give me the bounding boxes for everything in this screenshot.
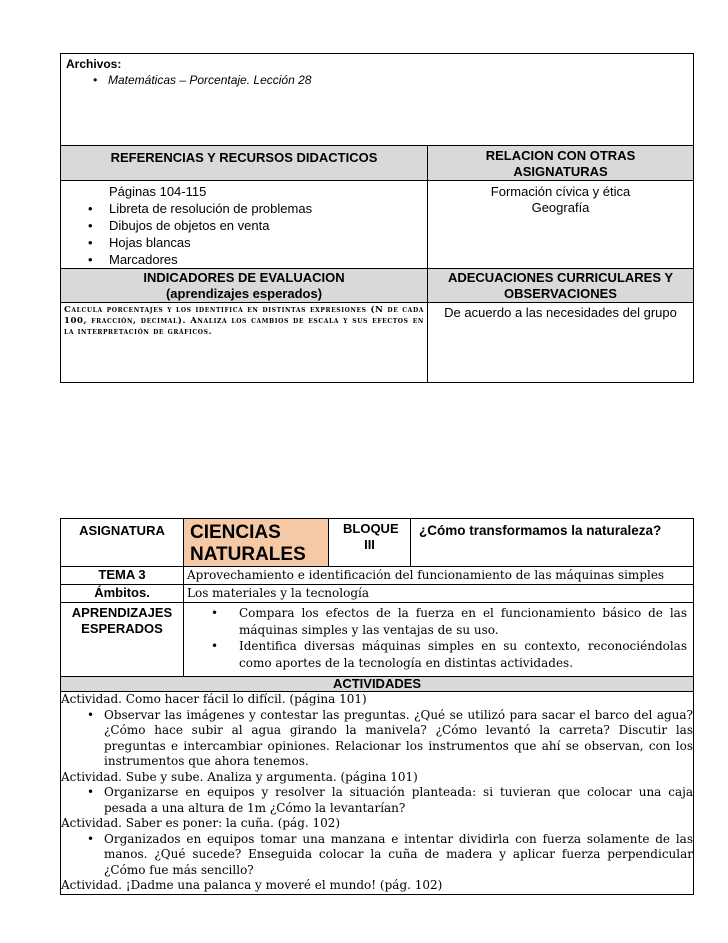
archivos-item-text: Matemáticas – Porcentaje. Lección 28 bbox=[108, 73, 312, 87]
actividad-item: • Organizados en equipos tomar una manzana e intentar dividirla con fuerza solamente de las manos. ¿Qué sucede? Enseguida colocar la cuña de madera y aplicar fuerza perpendicular ¿Cómo fue más sencillo? bbox=[61, 832, 693, 879]
indicadores-header-2: (aprendizajes esperados) bbox=[165, 286, 323, 301]
asignatura-label-cell bbox=[61, 519, 184, 567]
planning-table-top bbox=[60, 53, 694, 383]
asignatura-value: CIENCIAS NATURALES bbox=[190, 522, 306, 565]
actividades-header bbox=[61, 677, 694, 692]
bloque-cell bbox=[329, 519, 411, 567]
aprendizaje-item bbox=[184, 638, 687, 671]
tema-value-cell bbox=[184, 567, 694, 585]
tema-label-cell bbox=[61, 567, 184, 585]
actividades-header-text: ACTIVIDADES bbox=[332, 676, 422, 691]
asignatura-value-cell bbox=[184, 519, 329, 567]
relacion-cell bbox=[428, 181, 694, 269]
aprendizaje-text: Identifica diversas máquinas simples en su contexto, reconociéndolas como aportes de la tecnología en distintas actividades. bbox=[239, 639, 687, 670]
adecuaciones-text: De acuerdo a las necesidades del grupo bbox=[444, 305, 677, 320]
referencias-cell bbox=[61, 181, 428, 269]
referencias-first: Páginas 104-115 bbox=[109, 184, 207, 199]
relacion-item: Geografía bbox=[531, 200, 590, 215]
referencias-list bbox=[61, 200, 427, 268]
relacion-header-text: RELACION CON OTRAS ASIGNATURAS bbox=[485, 148, 636, 179]
actividad-item: • Organizarse en equipos y resolver la situación planteada: si tuvieran que colocar una caja pesada a una altura de 1m ¿Cómo la levantarían? bbox=[61, 785, 693, 816]
archivos-label: Archivos: bbox=[66, 57, 122, 71]
referencias-item: • Libreta de resolución de problemas bbox=[61, 200, 427, 217]
aprendizajes-list bbox=[184, 605, 687, 671]
aprendizaje-item bbox=[184, 605, 687, 638]
question-cell bbox=[411, 519, 694, 567]
relacion-header bbox=[428, 146, 694, 181]
actividad-item: • Observar las imágenes y contestar las preguntas. ¿Qué se utilizó para sacar el barco del agua? ¿Cómo hace subir al agua girando la manivela? ¿Cómo levantó la carreta? Discutir las preguntas e intercambiar opiniones. Relacionar los instrumentos que ahí se observan, con los instrumentos que ahora tenemos. bbox=[61, 708, 693, 770]
bloque-question: ¿Cómo transformamos la naturaleza? bbox=[419, 523, 662, 538]
referencias-item: • Marcadores bbox=[61, 251, 427, 268]
relacion-item: Formación cívica y ética bbox=[490, 184, 631, 199]
ambitos-value-cell bbox=[184, 585, 694, 603]
aprendizajes-label-cell bbox=[61, 603, 184, 677]
actividad-title: Actividad. Sube y sube. Analiza y argumenta. (página 101) bbox=[61, 769, 418, 784]
ambitos-value: Los materiales y la tecnología bbox=[187, 586, 369, 600]
archivos-item bbox=[66, 73, 688, 87]
indicadores-text: Calcula porcentajes y los identifica en distintas expresiones (N de cada 100, fracción, decimal). Analiza los cambios de escala y sus efectos en la interpretación de gráficos. bbox=[64, 305, 424, 337]
referencias-header-text: REFERENCIAS Y RECURSOS DIDACTICOS bbox=[110, 149, 378, 165]
actividad-title: Actividad. ¡Dadme una palanca y moveré el mundo! (pág. 102) bbox=[61, 878, 443, 892]
indicadores-header bbox=[61, 269, 428, 303]
referencias-item: • Hojas blancas bbox=[61, 234, 427, 251]
aprendizajes-cell bbox=[184, 603, 694, 677]
archivos-cell bbox=[61, 54, 694, 146]
aprendizaje-text: Compara los efectos de la fuerza en el funcionamiento básico de las máquinas simples y las ventajas de su uso. bbox=[239, 606, 687, 637]
asignatura-label: ASIGNATURA bbox=[79, 523, 165, 538]
planning-table-bottom bbox=[60, 518, 694, 895]
adecuaciones-header-text: ADECUACIONES CURRICULARES Y OBSERVACIONES bbox=[447, 270, 674, 301]
indicadores-header-1: INDICADORES DE EVALUACION bbox=[143, 270, 345, 285]
bloque-label: BLOQUE III bbox=[343, 521, 399, 552]
referencias-item: • Dibujos de objetos en venta bbox=[61, 217, 427, 234]
indicadores-cell bbox=[61, 303, 428, 383]
tema-value: Aprovechamiento e identificación del funcionamiento de las máquinas simples bbox=[187, 568, 665, 582]
aprendizajes-label: APRENDIZAJES ESPERADOS bbox=[71, 605, 173, 636]
actividades-cell bbox=[61, 692, 694, 895]
adecuaciones-header bbox=[428, 269, 694, 303]
ambitos-label-cell bbox=[61, 585, 184, 603]
ambitos-label: Ámbitos. bbox=[94, 585, 150, 600]
actividad-title: Actividad. Como hacer fácil lo difícil. (página 101) bbox=[61, 692, 367, 706]
referencias-header bbox=[61, 146, 428, 181]
actividad-title: Actividad. Saber es poner: la cuña. (pág. 102) bbox=[61, 816, 341, 830]
adecuaciones-cell bbox=[428, 303, 694, 383]
tema-label: TEMA 3 bbox=[98, 567, 146, 582]
